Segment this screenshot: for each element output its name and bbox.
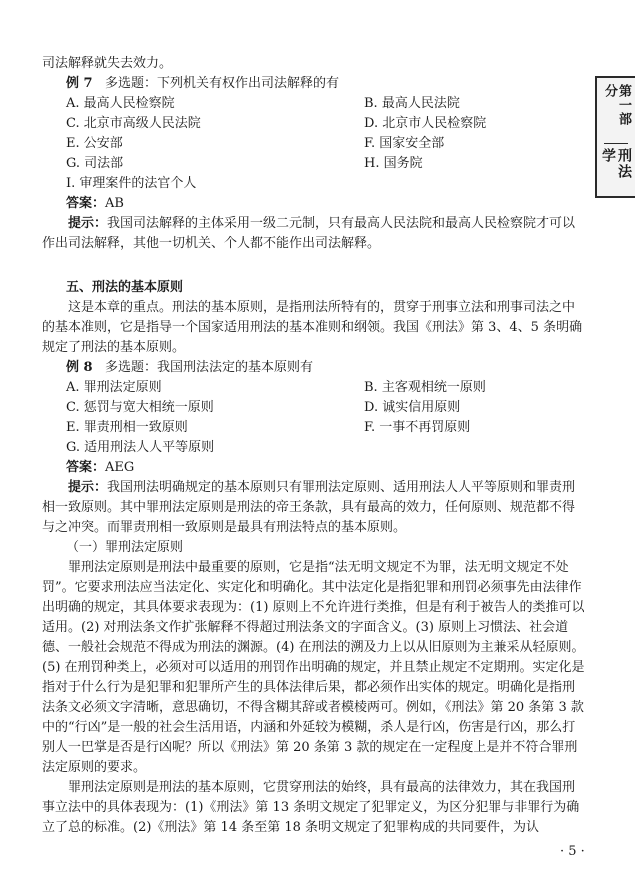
hint-text: 我国刑法明确规定的基本原则只有罪刑法定原则、适用刑法人人平等原则和罪责刑相一致原则。其中罪刑法定原则是刑法的帝王条款，具有最高的效力，任何原则、规范都不得与之冲突。而罪责刑相一致原则是最具有刑法特点的基本原则。 [42,480,576,535]
subsection-1-paragraph-1: 罪刑法定原则是刑法中最重要的原则，它是指“法无明文规定不为罪，法无明文规定不处罚”。它要求刑法应当法定化、实定化和明确化。其中法定化是指犯罪和刑罚必须事先由法律作出明确的规定，其具体要求表现为：(1) 原则上不允许进行类推，但是有利于被告人的类推可以适用。(2) 对刑法条文作扩张解释不得超过刑法条文的字面含义。(3) 原则上习惯法、社会道德、一般社会规范不得成为刑法的渊源。(4) 在刑法的溯及力上以从旧原则为主兼采从轻原则。(5) 在刑罚种类上，必须对可以适用的刑罚作出明确的规定，并且禁止规定不定期刑。实定化是指对于什么行为是犯罪和犯罪所产生的具体法律后果，都必须作出实体的规定。明确化是指刑法条文必须文字清晰，意思确切，不得含糊其辞或者模棱两可。例如，《刑法》第 20 条第 3 款中的“行凶”是一般的社会生活用语，内涵和外延较为模糊，杀人是行凶，伤害是行凶，那么打别人一巴掌是否是行凶呢？所以《刑法》第 20 条第 3 款的规定在一定程度上是并不符合罪刑法定原则的要求。 [42,560,585,775]
option-e: E. 罪责刑相一致原则 [66,420,188,435]
option-g: G. 适用刑法人人平等原则 [66,440,215,455]
subsection-1-paragraph-2: 罪刑法定原则是刑法的基本原则，它贯穿刑法的始终，具有最高的法律效力，其在我国刑事立法中的具体表现为：(1)《刑法》第 13 条明文规定了犯罪定义，为区分犯罪与非罪行为确立了总的标准。(2)《刑法》第 14 条至第 18 条明文规定了犯罪构成的共同要件，为认 [42,780,580,835]
section-5-paragraph: 这是本章的重点。刑法的基本原则，是指刑法所特有的，贯穿于刑事立法和刑事司法之中的基本准则，它是指导一个国家适用刑法的基本准则和纲领。我国《刑法》第 3、4、5 条明确规定了刑法的基本原则。 [42,300,583,355]
option-d: D. 诚实信用原则 [364,400,461,415]
answer-label: 答案： [66,460,106,475]
hint-label: 提示： [68,480,108,495]
option-a: A. 罪刑法定原则 [66,380,162,395]
example-8-question [66,358,587,378]
side-tab-divider [604,143,628,144]
example-7-text: 多选题：下列机关有权作出司法解释的有 [104,76,339,91]
example-8-answer [66,458,587,478]
option-a: A. 最高人民检察院 [66,96,175,111]
section-5-title: 五、刑法的基本原则 [66,280,184,295]
option-f: F. 国家安全部 [364,136,445,151]
example-8-hint [42,478,587,538]
page-body [42,54,587,838]
hint-label: 提示： [68,216,108,231]
side-tab-subject: 刑法学 [600,148,632,181]
option-f: F. 一事不再罚原则 [364,420,471,435]
example-8-label: 例 8 [66,360,93,375]
answer-value: AB [105,196,124,211]
hint-text: 我国司法解释的主体采用一级二元制，只有最高人民法院和最高人民检察院才可以作出司法解释，其他一切机关、个人都不能作出司法解释。 [42,216,576,251]
option-i: I. 审理案件的法官个人 [66,176,197,191]
option-e: E. 公安部 [66,136,123,151]
option-b: B. 主客观相统一原则 [364,380,486,395]
page-number: · 5 · [560,844,585,859]
example-7-label: 例 7 [66,76,93,91]
option-b: B. 最高人民法院 [364,96,460,111]
chapter-side-tab [595,76,635,198]
example-8-text: 多选题：我国刑法法定的基本原则有 [104,360,313,375]
subsection-1-title: （一）罪刑法定原则 [66,540,184,555]
answer-label: 答案： [66,196,106,211]
example-7-answer [66,194,587,214]
intro-line: 司法解释就失去效力。 [42,56,173,71]
option-d: D. 北京市人民检察院 [364,116,487,131]
option-c: C. 北京市高级人民法院 [66,116,201,131]
option-c: C. 惩罚与宽大相统一原则 [66,400,214,415]
answer-value: AEG [105,460,135,475]
option-h: H. 国务院 [364,156,423,171]
example-7-question [66,74,587,94]
option-g: G. 司法部 [66,156,124,171]
side-tab-part: 第一部分 [602,84,631,126]
example-8-options [66,378,587,438]
example-7-options [66,94,587,174]
example-7-hint [42,214,587,254]
